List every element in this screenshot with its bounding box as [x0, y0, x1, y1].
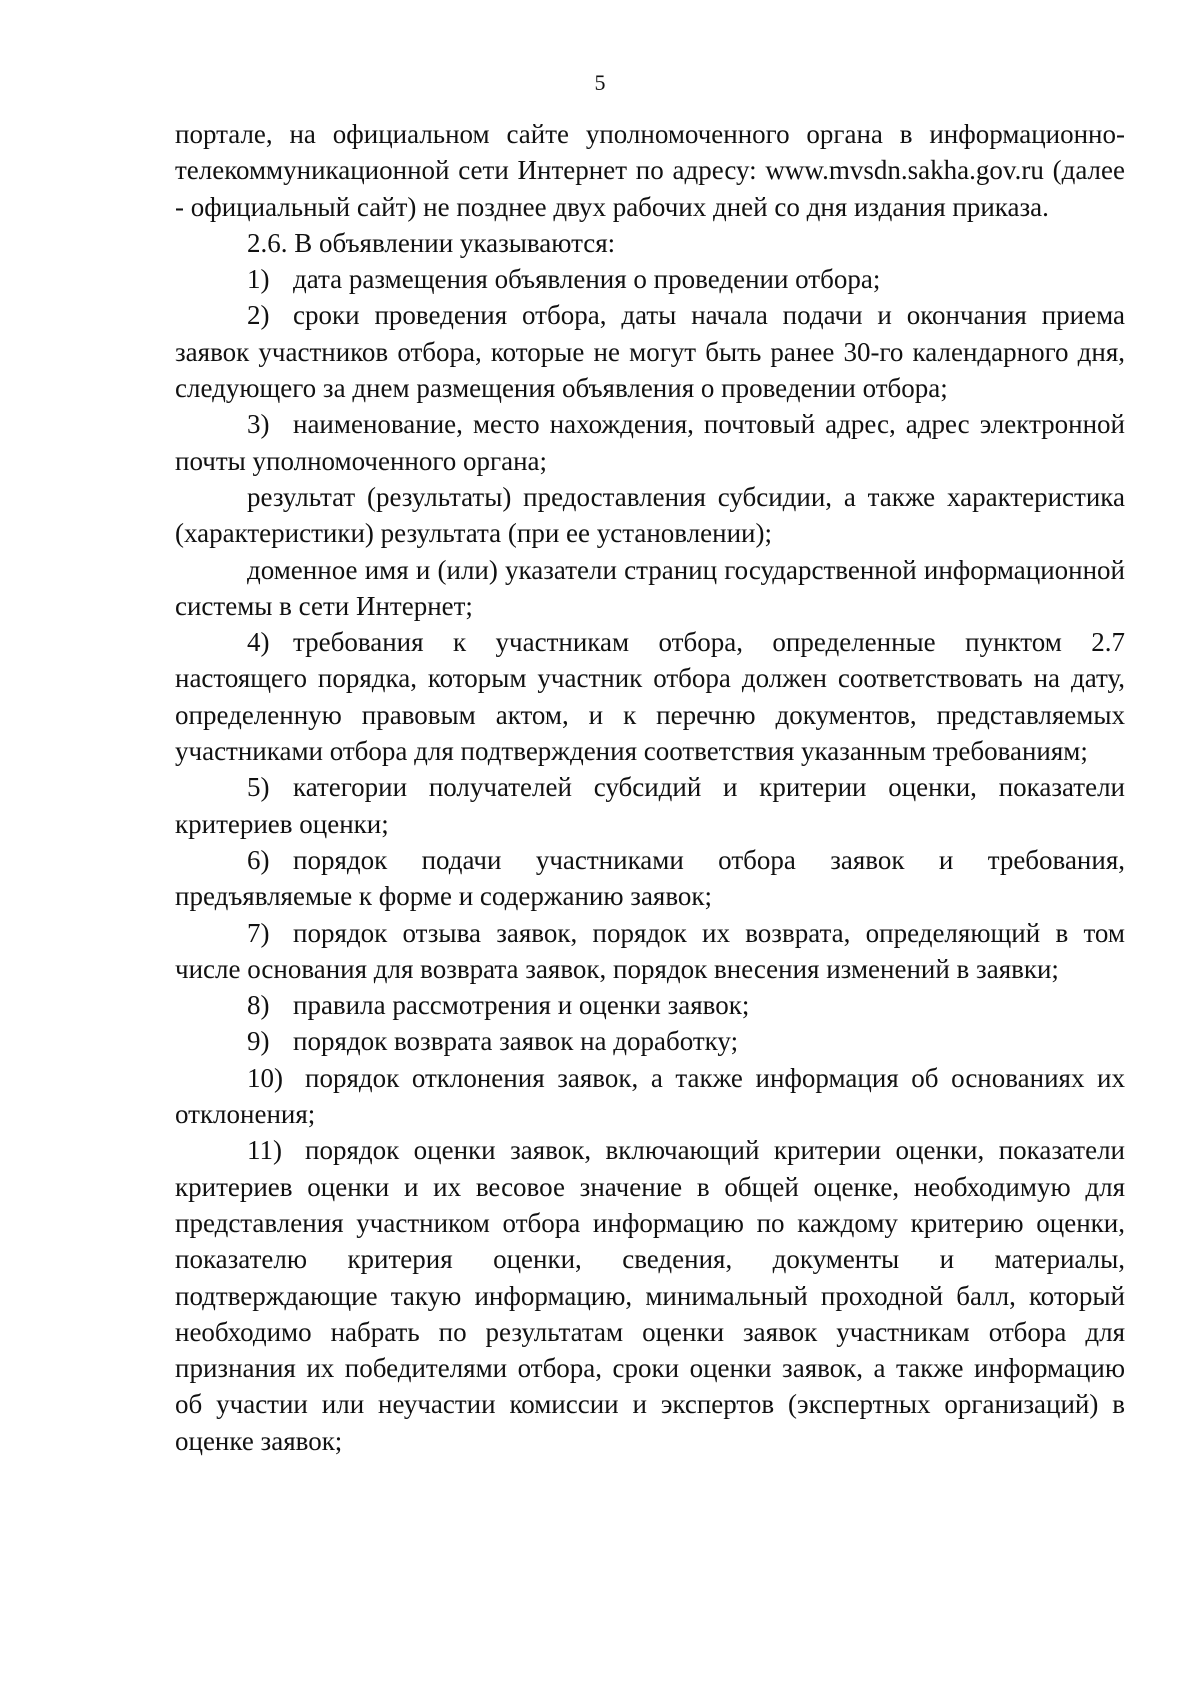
paragraph: [175, 552, 1125, 625]
paragraph: [175, 479, 1125, 552]
list-item-number: 7): [247, 917, 270, 948]
paragraph: [175, 1132, 1125, 1459]
paragraph: [175, 261, 1125, 297]
paragraph-text: требования к участникам отбора, определенные пунктом 2.7 настоящего порядка, которым участник отбора должен соответствовать на дату, определенную правовым актом, и к перечню документов, представляемых участниками отбора для подтверждения соответствия указанным требованиям;: [175, 627, 1125, 767]
document-body: [175, 116, 1125, 1459]
list-item-number: 2): [247, 300, 270, 331]
list-item-number: 3): [247, 409, 270, 440]
paragraph-text: порядок оценки заявок, включающий критерии оценки, показатели критериев оценки и их весовое значение в общей оценке, необходимую для представления участником отбора информацию по каждому критерию оценки, показателю критерия оценки, сведения, документы и материалы, подтверждающие такую информацию, минимальный проходной балл, который необходимо набрать по результатам оценки заявок участникам отбора для признания их победителями отбора, сроки оценки заявок, а также информацию об участии или неучастии комиссии и экспертов (экспертных организаций) в оценке заявок;: [175, 1135, 1125, 1456]
paragraph: [175, 624, 1125, 769]
paragraph-text: порядок подачи участниками отбора заявок и требования, предъявляемые к форме и содержанию заявок;: [175, 844, 1125, 912]
paragraph: [175, 406, 1125, 479]
list-item-number: 11): [247, 1135, 282, 1166]
list-item-number: 1): [247, 264, 270, 295]
paragraph: [175, 769, 1125, 842]
paragraph: [175, 225, 1125, 261]
paragraph: [175, 1060, 1125, 1133]
paragraph-text: наименование, место нахождения, почтовый адрес, адрес электронной почты уполномоченного органа;: [175, 409, 1125, 476]
list-item-number: 4): [247, 627, 270, 658]
paragraph-text: 2.6. В объявлении указываются:: [247, 227, 616, 258]
list-item-number: 8): [247, 990, 270, 1021]
paragraph: [175, 297, 1125, 406]
paragraph-text: порядок возврата заявок на доработку;: [293, 1026, 739, 1057]
paragraph-text: порядок отзыва заявок, порядок их возврата, определяющий в том числе основания для возврата заявок, порядок внесения изменений в заявки;: [175, 917, 1125, 984]
paragraph-text: порядок отклонения заявок, а также информация об основаниях их отклонения;: [175, 1062, 1125, 1130]
paragraph-text: доменное имя и (или) указатели страниц государственной информационной системы в сети Интернет;: [175, 554, 1125, 621]
paragraph: [175, 915, 1125, 988]
paragraph-text: дата размещения объявления о проведении отбора;: [293, 264, 881, 295]
paragraph-text: результат (результаты) предоставления субсидии, а также характеристика (характеристики) результата (при ее установлении);: [175, 481, 1125, 549]
paragraph-text: портале, на официальном сайте уполномоченного органа в информационно-телекоммуникационной сети Интернет по адресу: www.mvsdn.sakha.gov.ru (далее - официальный сайт) не позднее двух рабочих дней со дня издания приказа.: [175, 119, 1125, 222]
paragraph: [175, 116, 1125, 225]
list-item-number: 6): [247, 844, 270, 875]
paragraph-text: сроки проведения отбора, даты начала подачи и окончания приема заявок участников отбора, которые не могут быть ранее 30-го календарного дня, следующего за днем размещения объявления о проведении отбора;: [175, 300, 1125, 404]
paragraph-text: правила рассмотрения и оценки заявок;: [293, 990, 750, 1021]
paragraph: [175, 1023, 1125, 1059]
paragraph-text: категории получателей субсидий и критерии оценки, показатели критериев оценки;: [175, 772, 1125, 839]
list-item-number: 5): [247, 772, 270, 803]
paragraph: [175, 842, 1125, 915]
list-item-number: 10): [247, 1062, 283, 1093]
page-number: 5: [594, 70, 606, 95]
paragraph: [175, 987, 1125, 1023]
list-item-number: 9): [247, 1026, 270, 1057]
